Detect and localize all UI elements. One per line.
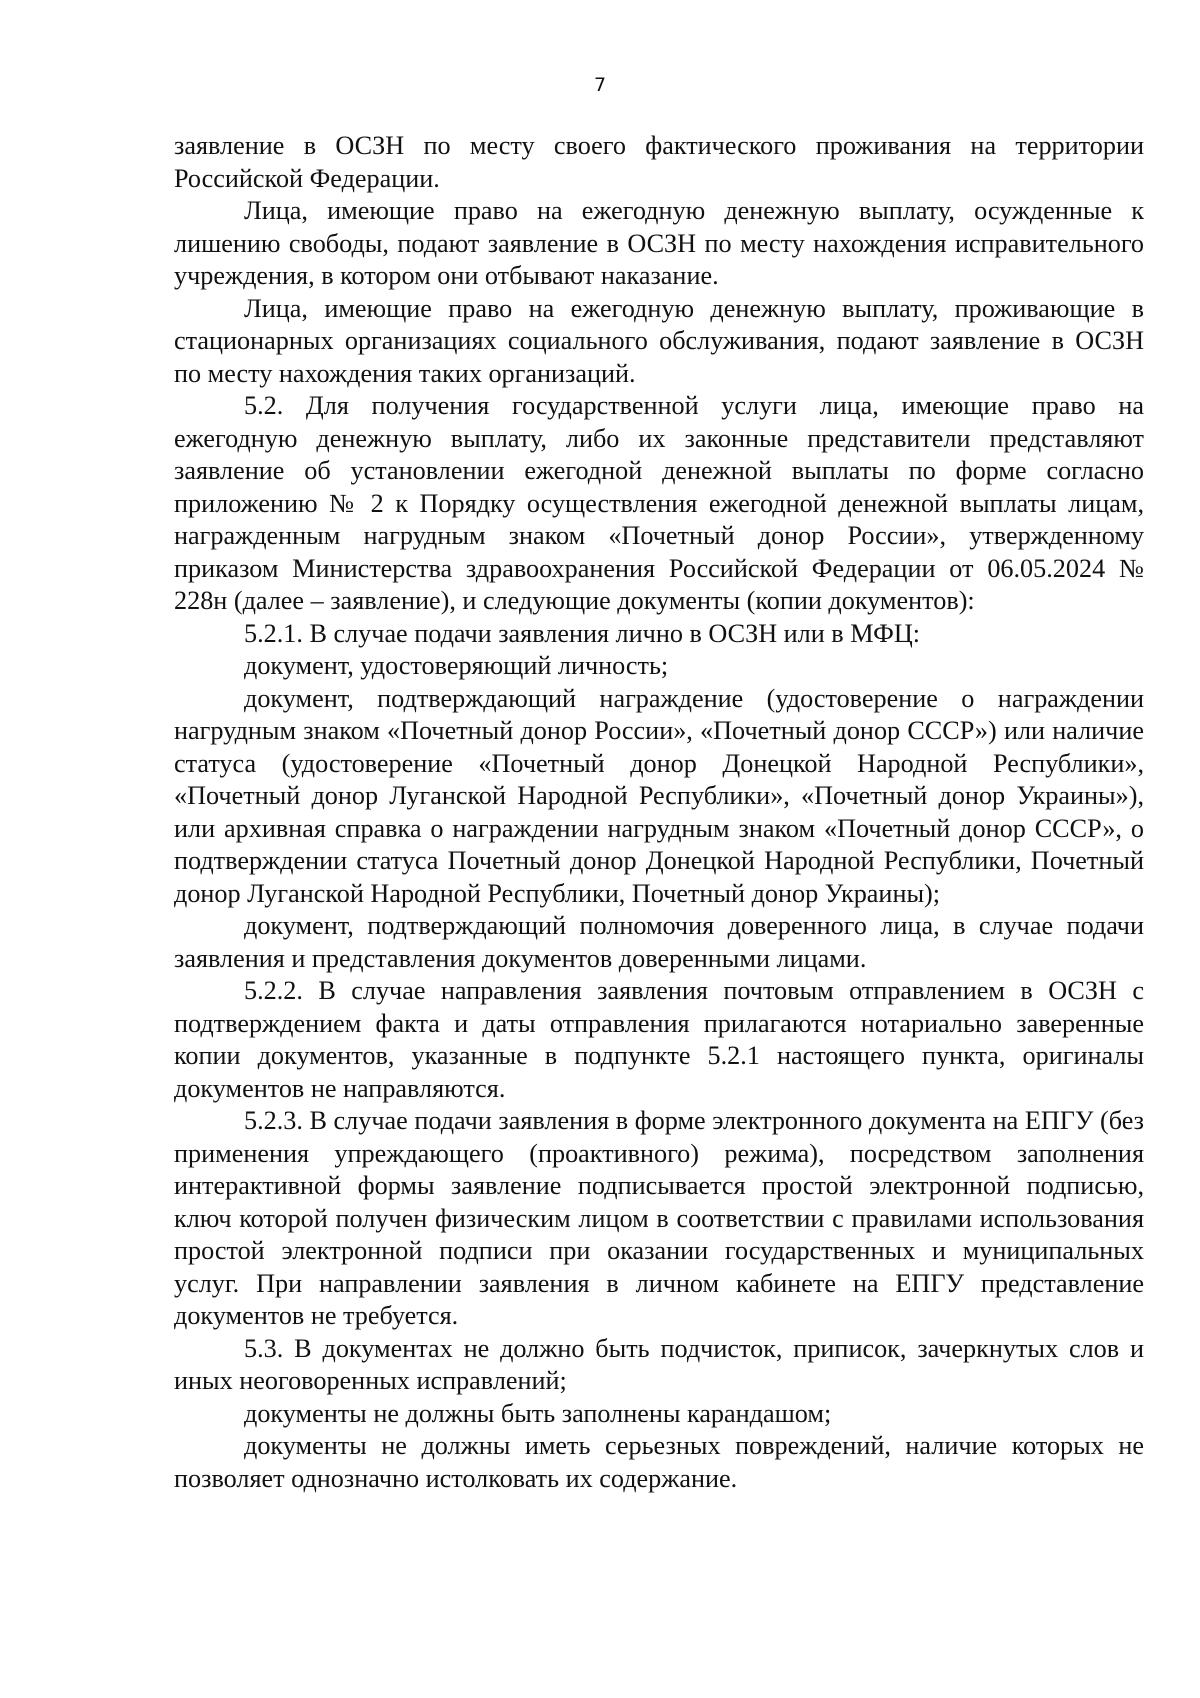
paragraph-convicted-persons: Лица, имеющие право на ежегодную денежную выплату, осужденные к лишению свободы, подают заявление в ОСЗН по месту нахождения исправительного учреждения, в котором они отбывают наказание. [174, 196, 1144, 290]
paragraph-award-document: документ, подтверждающий награждение (удостоверение о награждении нагрудным знаком «Почетный донор России», «Почетный донор СССР») или наличие статуса (удостоверение «Почетный донор Донецкой Народной Республики», «Почетный донор Луганской Народной Республики», «Почетный донор Украины»), или архивная справка о награждении нагрудным знаком «Почетный донор СССР», о подтверждении статуса Почетный донор Донецкой Народной Республики, Почетный донор Луганской Народной Республики, Почетный донор Украины); [174, 683, 1144, 908]
paragraph-identity-document: документ, удостоверяющий личность; [244, 651, 669, 680]
paragraph-no-pencil: документы не должны быть заполнены карандашом; [244, 1398, 832, 1428]
paragraph-5-2-1: 5.2.1. В случае подачи заявления лично в ОСЗН или в МФЦ: [244, 618, 921, 648]
document-body [174, 130, 1144, 1495]
paragraph-5-2-2: 5.2.2. В случае направления заявления почтовым отправлением в ОСЗН с подтверждением факта и даты отправления прилагаются нотариально заверенные копии документов, указанные в подпункте 5.2.1 настоящего пункта, оригиналы документов не направляются. [174, 976, 1144, 1103]
paragraph-proxy-document: документ, подтверждающий полномочия доверенного лица, в случае подачи заявления и представления документов доверенными лицами. [174, 911, 1144, 973]
paragraph-5-3: 5.3. В документах не должно быть подчисток, приписок, зачеркнутых слов и иных неоговоренных исправлений; [174, 1333, 1144, 1395]
paragraph-stationary-organizations: Лица, имеющие право на ежегодную денежную выплату, проживающие в стационарных организациях социального обслуживания, подают заявление в ОСЗН по месту нахождения таких организаций. [174, 293, 1144, 388]
page-number: 7 [593, 74, 607, 96]
paragraph-continuation: заявление в ОСЗН по месту своего фактического проживания на территории Российской Федерации. [174, 131, 1144, 193]
paragraph-5-2: 5.2. Для получения государственной услуги лица, имеющие право на ежегодную денежную выплату, либо их законные представители представляют заявление об установлении ежегодной денежной выплаты по форме согласно приложению № 2 к Порядку осуществления ежегодной денежной выплаты лицам, награжденным нагрудным знаком «Почетный донор России», утвержденному приказом Министерства здравоохранения Российской Федерации от 06.05.2024 № 228н (далее – заявление), и следующие документы (копии документов): [174, 391, 1144, 615]
paragraph-no-damage: документы не должны иметь серьезных повреждений, наличие которых не позволяет однозначно истолковать их содержание. [174, 1431, 1144, 1493]
paragraph-5-2-3: 5.2.3. В случае подачи заявления в форме электронного документа на ЕПГУ (без применения упреждающего (проактивного) режима), посредством заполнения интерактивной формы заявление подписывается простой электронной подписью, ключ которой получен физическим лицом в соответствии с правилами использования простой электронной подписи при оказании государственных и муниципальных услуг. При направлении заявления в личном кабинете на ЕПГУ представление документов не требуется. [174, 1106, 1144, 1330]
